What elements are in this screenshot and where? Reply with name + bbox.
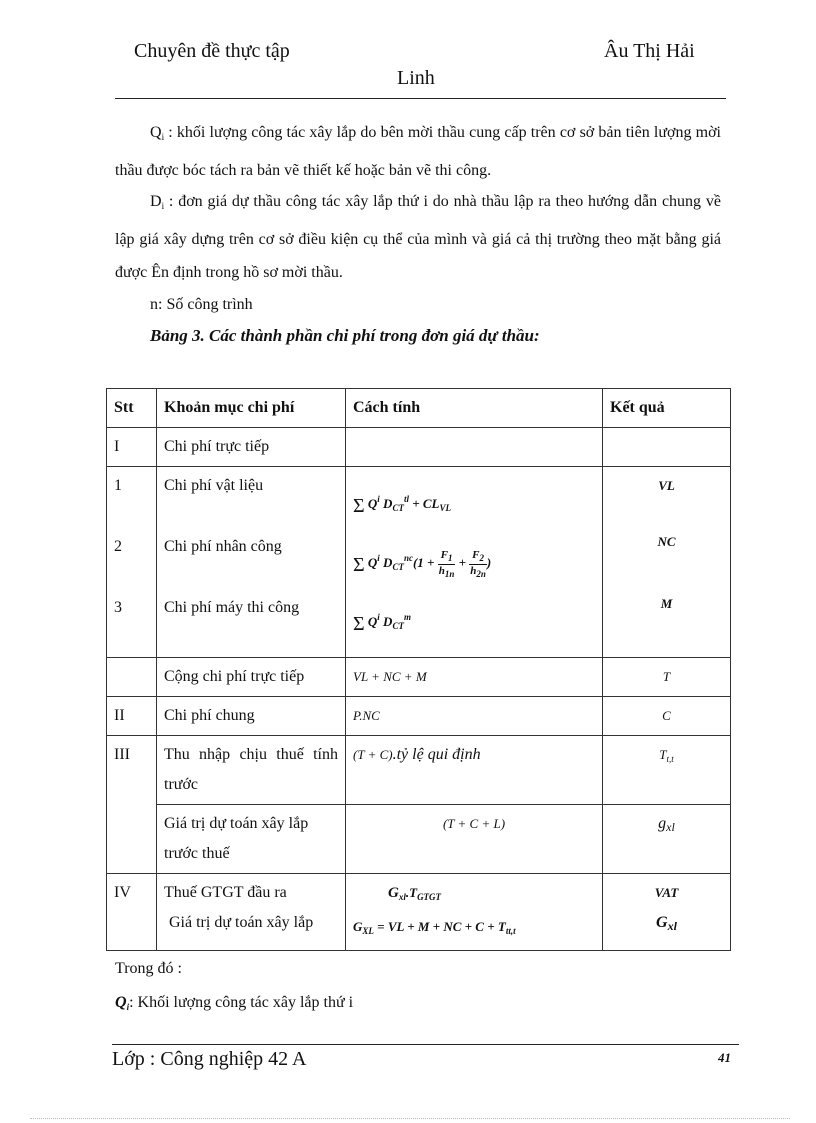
cost-table — [106, 388, 731, 951]
row-result: $T_{t,t}$ — [603, 736, 731, 805]
paragraph-di-text: : đơn giá dự thầu công tác xây lắp thứ i do nhà thầu lập ra theo hướng dẫn chung về lập giá xây dựng trên cơ sở điều kiện cụ thể của mình và giá cả thị trường theo mặt bằng giá được Ên định trong hồ sơ mời thầu. — [115, 193, 721, 281]
col-method: Cách tính — [346, 389, 603, 428]
row-item: Chi phí chung — [157, 697, 346, 736]
row-formula: (T + C).tỷ lệ qui định — [346, 736, 603, 805]
row-item: Giá trị dự toán xây lắp trước thuế — [157, 805, 346, 874]
paragraph-qi — [115, 116, 721, 187]
header-title: Chuyên đề thực tập — [134, 40, 290, 62]
definition-qi: $Q_i$: Khối lượng công tác xây lắp thứ i — [115, 994, 354, 1012]
col-item: Khoản mục chi phí — [157, 389, 346, 428]
row-result: C — [603, 697, 731, 736]
row-result: $G_{xl}$ — [656, 914, 677, 933]
paragraph-n: n: Số công trình — [150, 296, 253, 313]
col-stt: Stt — [107, 389, 157, 428]
row-result: VAT — [654, 885, 679, 900]
row-item: Chi phí trực tiếp — [157, 428, 346, 467]
row-formula: (T + C + L) — [346, 805, 603, 874]
row-item: Thu nhập chịu thuế tính trước — [157, 736, 346, 805]
symbol-d: D — [150, 193, 162, 210]
page-edge-dots — [30, 1118, 790, 1119]
row-stt: 3 — [114, 599, 122, 616]
formula-machinery: Σ $Q^i$ $D_{CT}^m$ — [353, 612, 411, 635]
row-stt: 1 — [114, 477, 122, 494]
row-stt: 2 — [114, 538, 122, 555]
row-stt: IV — [107, 874, 157, 951]
formula-vat: $G_{xl}.T_{GTGT}$ — [388, 885, 442, 902]
row-item: Chi phí vật liệu — [164, 477, 264, 494]
table-row — [107, 428, 731, 467]
footer-class: Lớp : Công nghiệp 42 A — [112, 1048, 307, 1070]
row-item: Giá trị dự toán xây lắp — [169, 914, 314, 931]
row-formula: P.NC — [346, 697, 603, 736]
row-stt: II — [107, 697, 157, 736]
row-item: Thuế GTGT đầu ra — [164, 884, 287, 901]
formula-materials: Σ $Q^i$ $D_{CT}^{tl} + CL_{VL}$ — [353, 494, 452, 517]
row-result: M — [660, 596, 673, 611]
row-result: $g_{xl}$ — [603, 805, 731, 874]
table-row — [107, 805, 731, 874]
header-author: Âu Thị Hải — [604, 40, 695, 62]
definitions-lead: Trong đó : — [115, 960, 182, 977]
table-row-direct-costs — [107, 467, 731, 658]
row-stt: I — [107, 428, 157, 467]
symbol-d-sub: i — [161, 201, 165, 211]
row-result: VL — [658, 478, 675, 493]
col-result: Kết quả — [603, 389, 731, 428]
row-stt: III — [107, 736, 157, 805]
formula-total: $G_{XL}$ = VL + M + NC + $C + T_{tt,t}$ — [353, 919, 516, 936]
table-caption: Bảng 3. Các thành phần chi phí trong đơn giá dự thầu: — [150, 326, 540, 345]
table-row — [107, 874, 731, 951]
symbol-q-sub: i — [161, 132, 165, 142]
formula-labor: Σ $Q^i$ $D_{CT}^{nc}(1$ + $\frac{F_1}{h_{1n}}$ + $\frac{F_2}{h_{2n}}$ ) — [353, 548, 492, 579]
table-row — [107, 658, 731, 697]
row-item: Chi phí nhân công — [164, 538, 282, 555]
page-number: 41 — [718, 1050, 731, 1065]
paragraph-qi-text: : khối lượng công tác xây lắp do bên mời thầu cung cấp trên cơ sở bản tiên lượng mời thầu được bóc tách ra bản vẽ thiết kế hoặc bản vẽ thi công. — [115, 124, 721, 179]
row-result: T — [603, 658, 731, 697]
footer-rule — [112, 1044, 739, 1045]
row-result: NC — [657, 534, 676, 549]
header-author-continued: Linh — [397, 67, 435, 89]
row-item: Chi phí máy thi công — [164, 599, 300, 616]
header-rule — [115, 98, 726, 99]
paragraph-di — [115, 185, 721, 289]
table-row — [107, 697, 731, 736]
row-formula: VL + NC + M — [346, 658, 603, 697]
symbol-q: Q — [150, 124, 162, 141]
row-item: Cộng chi phí trực tiếp — [157, 658, 346, 697]
table-row — [107, 736, 731, 805]
table-header-row — [107, 389, 731, 428]
